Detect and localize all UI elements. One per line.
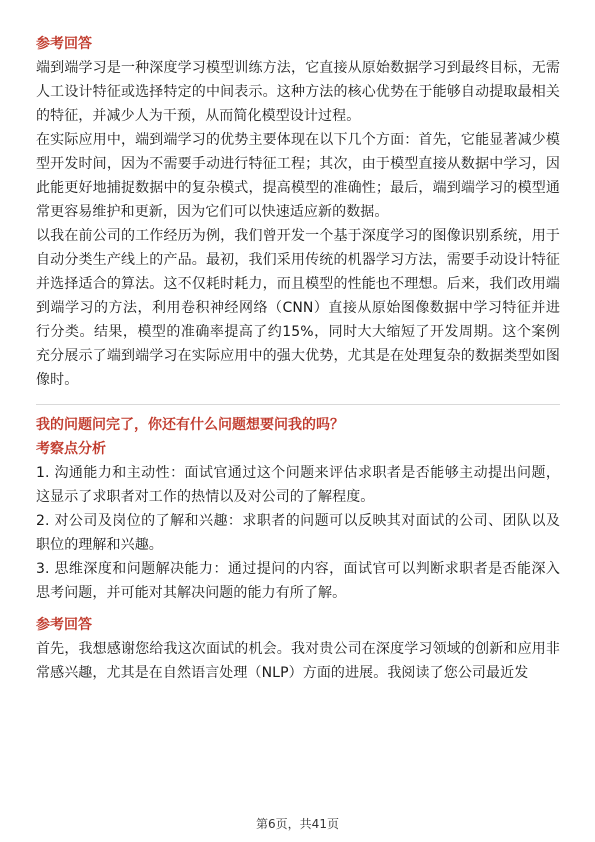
analysis-item-1: 1. 沟通能力和主动性：面试官通过这个问题来评估求职者是否能够主动提出问题，这显示了求职者对工作的热情以及对公司的了解程度。 <box>36 465 560 505</box>
analysis-heading: 考察点分析 <box>36 441 106 457</box>
answer-paragraph-2: 在实际应用中，端到端学习的优势主要体现在以下几个方面：首先，它能显著减少模型开发时间，因为不需要手动进行特征工程；其次，由于模型直接从数据中学习，因此能更好地捕捉数据中的复杂模式，提高模型的准确性；最后，端到端学习的模型通常更容易维护和更新，因为它们可以快速适应新的数据。 <box>36 132 560 220</box>
answer-paragraph-3: 以我在前公司的工作经历为例，我们曾开发一个基于深度学习的图像识别系统，用于自动分类生产线上的产品。最初，我们采用传统的机器学习方法，需要手动设计特征并选择适合的算法。这不仅耗时耗力，而且模型的性能也不理想。后来，我们改用端到端学习的方法，利用卷积神经网络（CNN）直接从原始图像数据中学习特征并进行分类。结果，模型的准确率提高了约15%，同时大大缩短了开发周期。这个案例充分展示了端到端学习在实际应用中的强大优势，尤其是在处理复杂的数据类型如图像时。 <box>36 228 560 388</box>
answer-paragraph-4: 首先，我想感谢您给我这次面试的机会。我对贵公司在深度学习领域的创新和应用非常感兴趣，尤其是在自然语言处理（NLP）方面的进展。我阅读了您公司最近发 <box>36 641 560 681</box>
answer-paragraph-1: 端到端学习是一种深度学习模型训练方法，它直接从原始数据学习到最终目标，无需人工设计特征或选择特定的中间表示。这种方法的核心优势在于能够自动提取最相关的特征，并减少人为干预，从而简化模型设计过程。 <box>36 60 560 124</box>
analysis-item-3: 3. 思维深度和问题解决能力：通过提问的内容，面试官可以判断求职者是否能深入思考问题，并可能对其解决问题的能力有所了解。 <box>36 561 560 601</box>
page-content <box>36 34 560 685</box>
page-number: 第6页，共41页 <box>256 817 339 831</box>
reference-answer-heading: 参考回答 <box>36 36 92 52</box>
reference-answer-heading-2: 参考回答 <box>36 617 92 633</box>
interview-question: 我的问题问完了，你还有什么问题想要问我的吗？ <box>36 417 344 433</box>
section-divider <box>36 404 560 405</box>
analysis-item-2: 2. 对公司及岗位的了解和兴趣：求职者的问题可以反映其对面试的公司、团队以及职位的理解和兴趣。 <box>36 513 560 553</box>
